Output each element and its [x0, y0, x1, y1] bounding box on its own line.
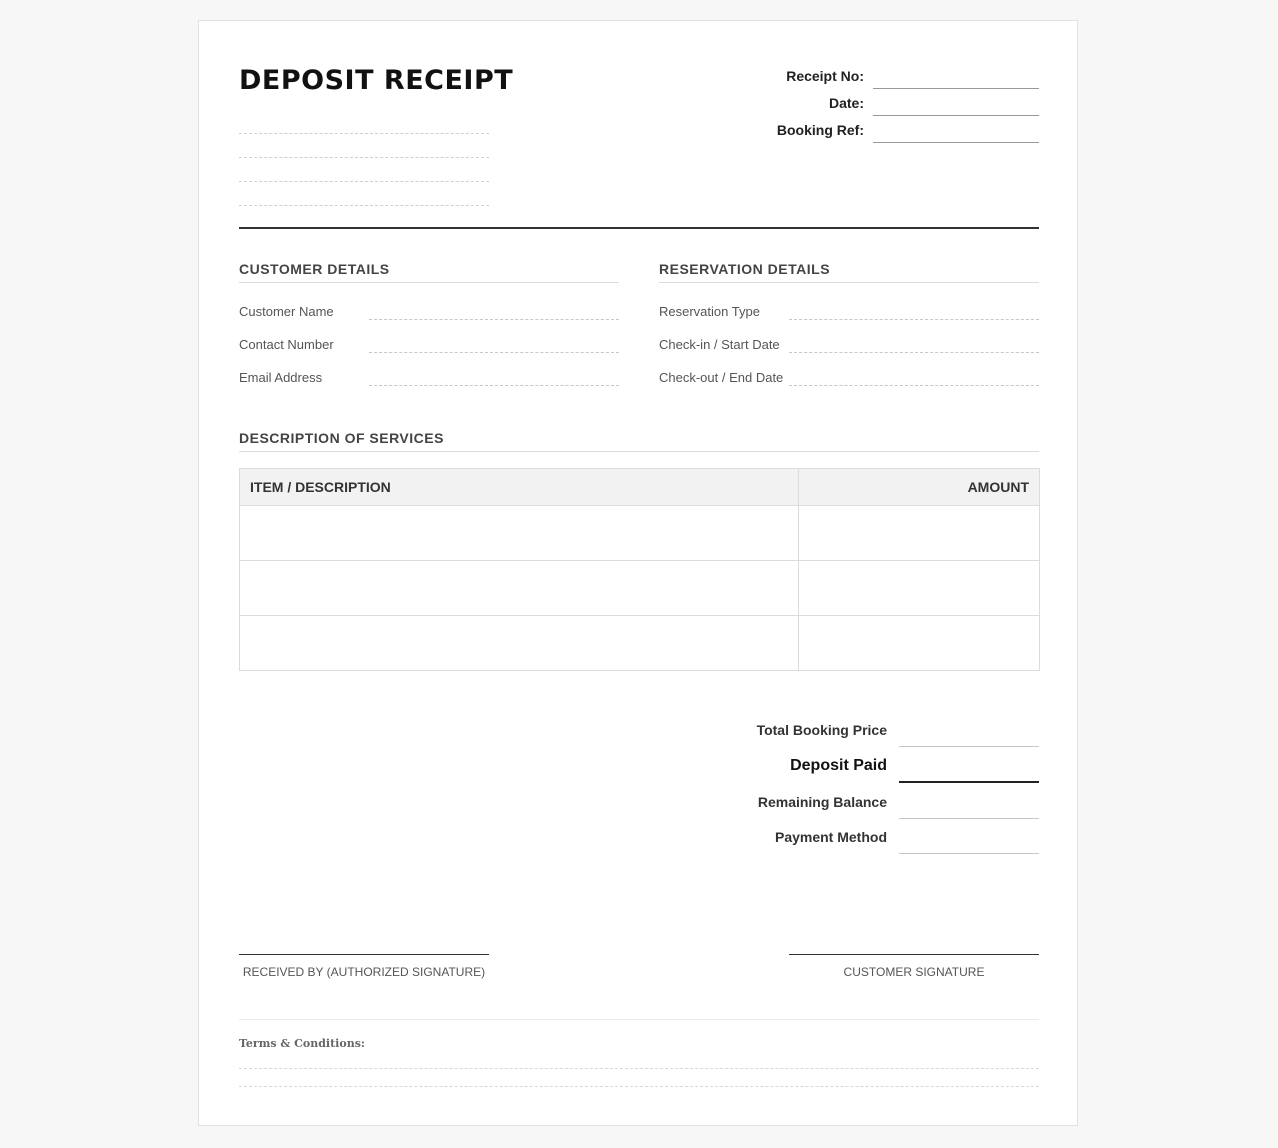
remaining-balance-label: Remaining Balance — [757, 794, 887, 810]
column-header-item: ITEM / DESCRIPTION — [240, 469, 799, 506]
contact-number-field[interactable] — [369, 352, 619, 353]
amount-cell[interactable] — [799, 616, 1040, 671]
receipt-no-label: Receipt No: — [786, 68, 864, 84]
column-header-amount: AMOUNT — [799, 469, 1040, 506]
amount-cell[interactable] — [799, 506, 1040, 561]
deposit-paid-label: Deposit Paid — [790, 757, 887, 774]
business-address-line[interactable] — [239, 157, 489, 158]
check-in-field[interactable] — [789, 352, 1039, 353]
date-label: Date: — [828, 95, 864, 111]
customer-name-label: Customer Name — [239, 304, 334, 319]
authorized-signature-line[interactable] — [239, 954, 489, 955]
reservation-type-label: Reservation Type — [659, 304, 760, 319]
section-divider — [239, 282, 619, 283]
business-address-line[interactable] — [239, 133, 489, 134]
table-row — [240, 616, 1040, 671]
date-field[interactable] — [873, 115, 1039, 116]
deposit-paid-field[interactable] — [899, 781, 1039, 783]
payment-method-field[interactable] — [899, 853, 1039, 854]
amount-cell[interactable] — [799, 561, 1040, 616]
reservation-details-title: RESERVATION DETAILS — [659, 261, 831, 277]
customer-name-field[interactable] — [369, 319, 619, 320]
payment-method-label: Payment Method — [774, 829, 887, 845]
page-title: DEPOSIT RECEIPT — [239, 65, 514, 96]
header-divider — [239, 227, 1039, 229]
section-divider — [659, 282, 1039, 283]
total-booking-price-label: Total Booking Price — [756, 722, 887, 738]
terms-title: Terms & Conditions: — [239, 1037, 365, 1050]
item-cell[interactable] — [240, 561, 799, 616]
receipt-no-field[interactable] — [873, 88, 1039, 89]
authorized-signature-label: RECEIVED BY (AUTHORIZED SIGNATURE) — [242, 965, 486, 979]
terms-line[interactable] — [239, 1068, 1039, 1069]
email-address-label: Email Address — [239, 370, 323, 385]
table-row — [240, 506, 1040, 561]
business-address-line[interactable] — [239, 181, 489, 182]
item-cell[interactable] — [240, 616, 799, 671]
services-title: DESCRIPTION OF SERVICES — [239, 430, 444, 446]
remaining-balance-field[interactable] — [899, 818, 1039, 819]
email-address-field[interactable] — [369, 385, 619, 386]
reservation-type-field[interactable] — [789, 319, 1039, 320]
check-in-label: Check-in / Start Date — [659, 337, 780, 352]
customer-signature-label: CUSTOMER SIGNATURE — [843, 965, 985, 979]
customer-details-title: CUSTOMER DETAILS — [239, 261, 390, 277]
check-out-field[interactable] — [789, 385, 1039, 386]
terms-line[interactable] — [239, 1086, 1039, 1087]
check-out-label: Check-out / End Date — [659, 370, 784, 385]
contact-number-label: Contact Number — [239, 337, 334, 352]
booking-ref-field[interactable] — [873, 142, 1039, 143]
customer-signature-line[interactable] — [789, 954, 1039, 955]
terms-divider — [239, 1019, 1039, 1020]
table-header-row — [240, 469, 1040, 506]
booking-ref-label: Booking Ref: — [776, 122, 864, 138]
receipt-page — [198, 20, 1078, 1126]
item-cell[interactable] — [240, 506, 799, 561]
table-row — [240, 561, 1040, 616]
services-table — [239, 468, 1040, 671]
section-divider — [239, 451, 1039, 452]
total-booking-price-field[interactable] — [899, 746, 1039, 747]
business-address-line[interactable] — [239, 205, 489, 206]
